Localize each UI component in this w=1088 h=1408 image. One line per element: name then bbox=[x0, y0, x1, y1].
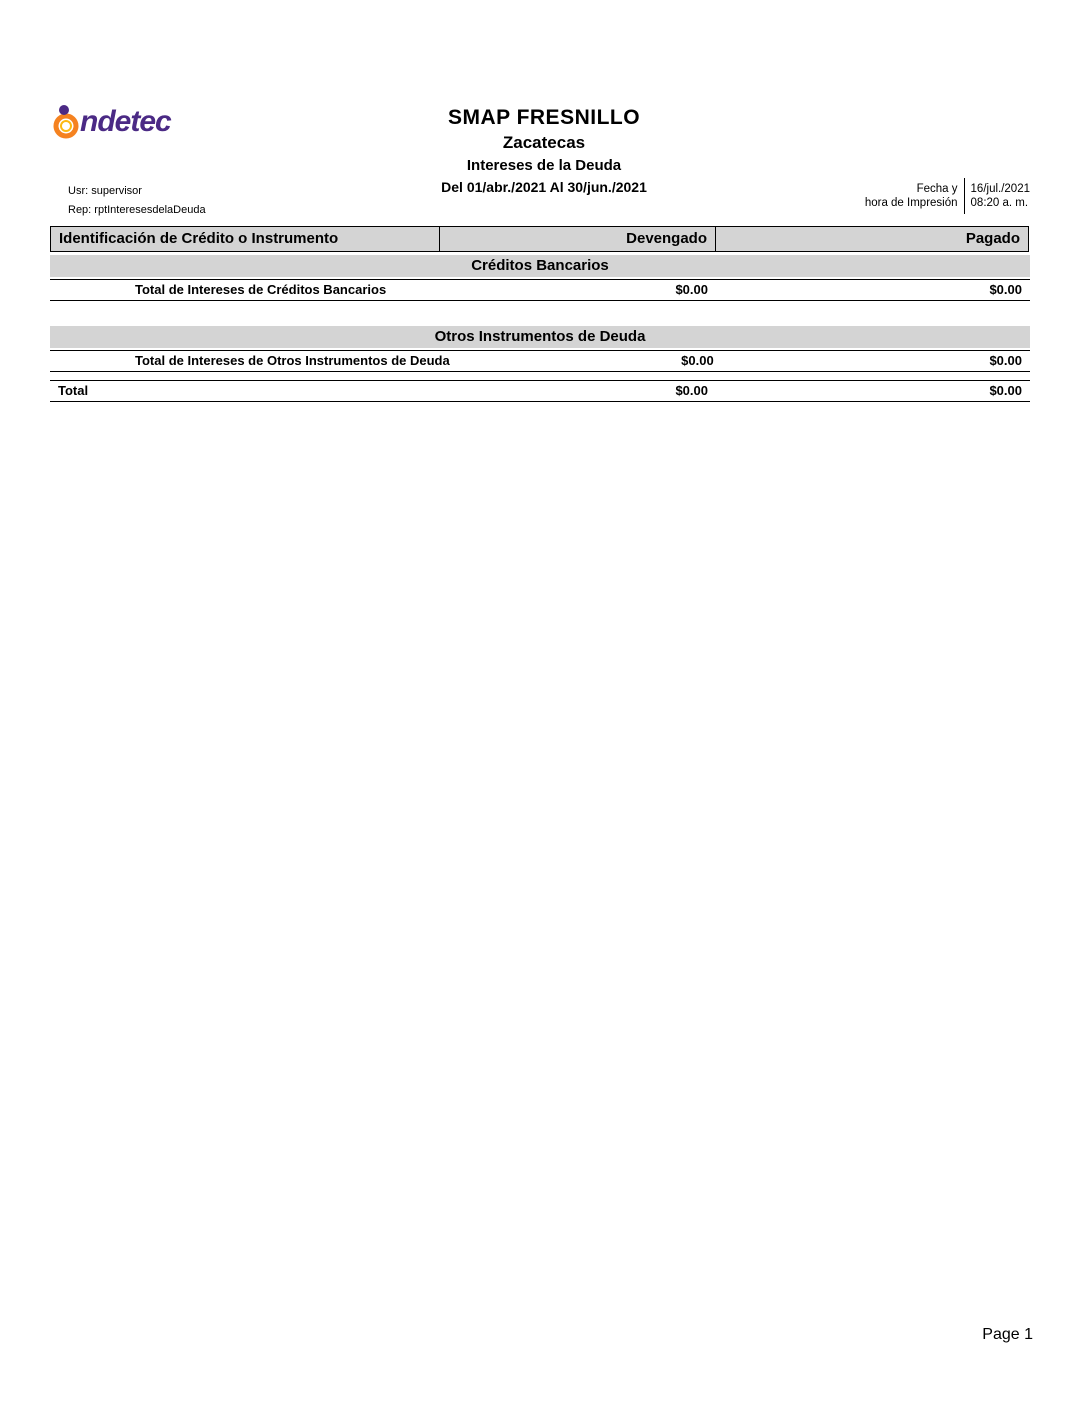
report-date-range: Del 01/abr./2021 Al 30/jun./2021 bbox=[441, 179, 647, 195]
row-devengado-value: $0.00 bbox=[681, 353, 714, 368]
table-row bbox=[50, 279, 1030, 301]
entity-subtitle: Zacatecas bbox=[502, 133, 586, 152]
print-time: 08:20 a. m. bbox=[970, 197, 1029, 209]
print-info-block bbox=[865, 178, 1030, 214]
total-pagado-value: $0.00 bbox=[989, 383, 1022, 398]
report-line: Rep: rptInteresesdelaDeuda bbox=[68, 204, 206, 216]
table-total-row bbox=[50, 380, 1030, 402]
user-line: Usr: supervisor bbox=[68, 185, 142, 197]
section-gap bbox=[50, 372, 1030, 380]
column-header-devengado: Devengado bbox=[439, 226, 716, 252]
table-header-row bbox=[50, 226, 1030, 252]
print-label: Fecha y hora de Impresión bbox=[864, 183, 958, 209]
user-info-block bbox=[68, 182, 206, 220]
report-name: Intereses de la Deuda bbox=[466, 157, 622, 174]
indetec-logo-text: ndetec bbox=[80, 105, 171, 138]
section-band-creditos-bancarios: Créditos Bancarios bbox=[50, 255, 1030, 277]
report-table bbox=[50, 226, 1030, 402]
section-band-otros-instrumentos: Otros Instrumentos de Deuda bbox=[50, 326, 1030, 348]
row-label: Total de Intereses de Créditos Bancarios bbox=[135, 282, 387, 297]
row-pagado-value: $0.00 bbox=[989, 353, 1022, 368]
section-gap bbox=[50, 301, 1030, 323]
row-pagado-value: $0.00 bbox=[989, 282, 1022, 297]
column-header-identificacion: Identificación de Crédito o Instrumento bbox=[50, 226, 440, 252]
print-datetime bbox=[965, 182, 1030, 210]
row-devengado-value: $0.00 bbox=[675, 282, 708, 297]
row-label: Total de Intereses de Otros Instrumentos de Deuda bbox=[135, 353, 450, 368]
total-label: Total bbox=[58, 383, 89, 398]
entity-title: SMAP FRESNILLO bbox=[447, 106, 641, 129]
table-row bbox=[50, 350, 1030, 372]
total-devengado-value: $0.00 bbox=[675, 383, 708, 398]
page-number: Page 1 bbox=[982, 1326, 1033, 1343]
column-header-pagado: Pagado bbox=[715, 226, 1029, 252]
print-date: 16/jul./2021 bbox=[970, 183, 1030, 195]
